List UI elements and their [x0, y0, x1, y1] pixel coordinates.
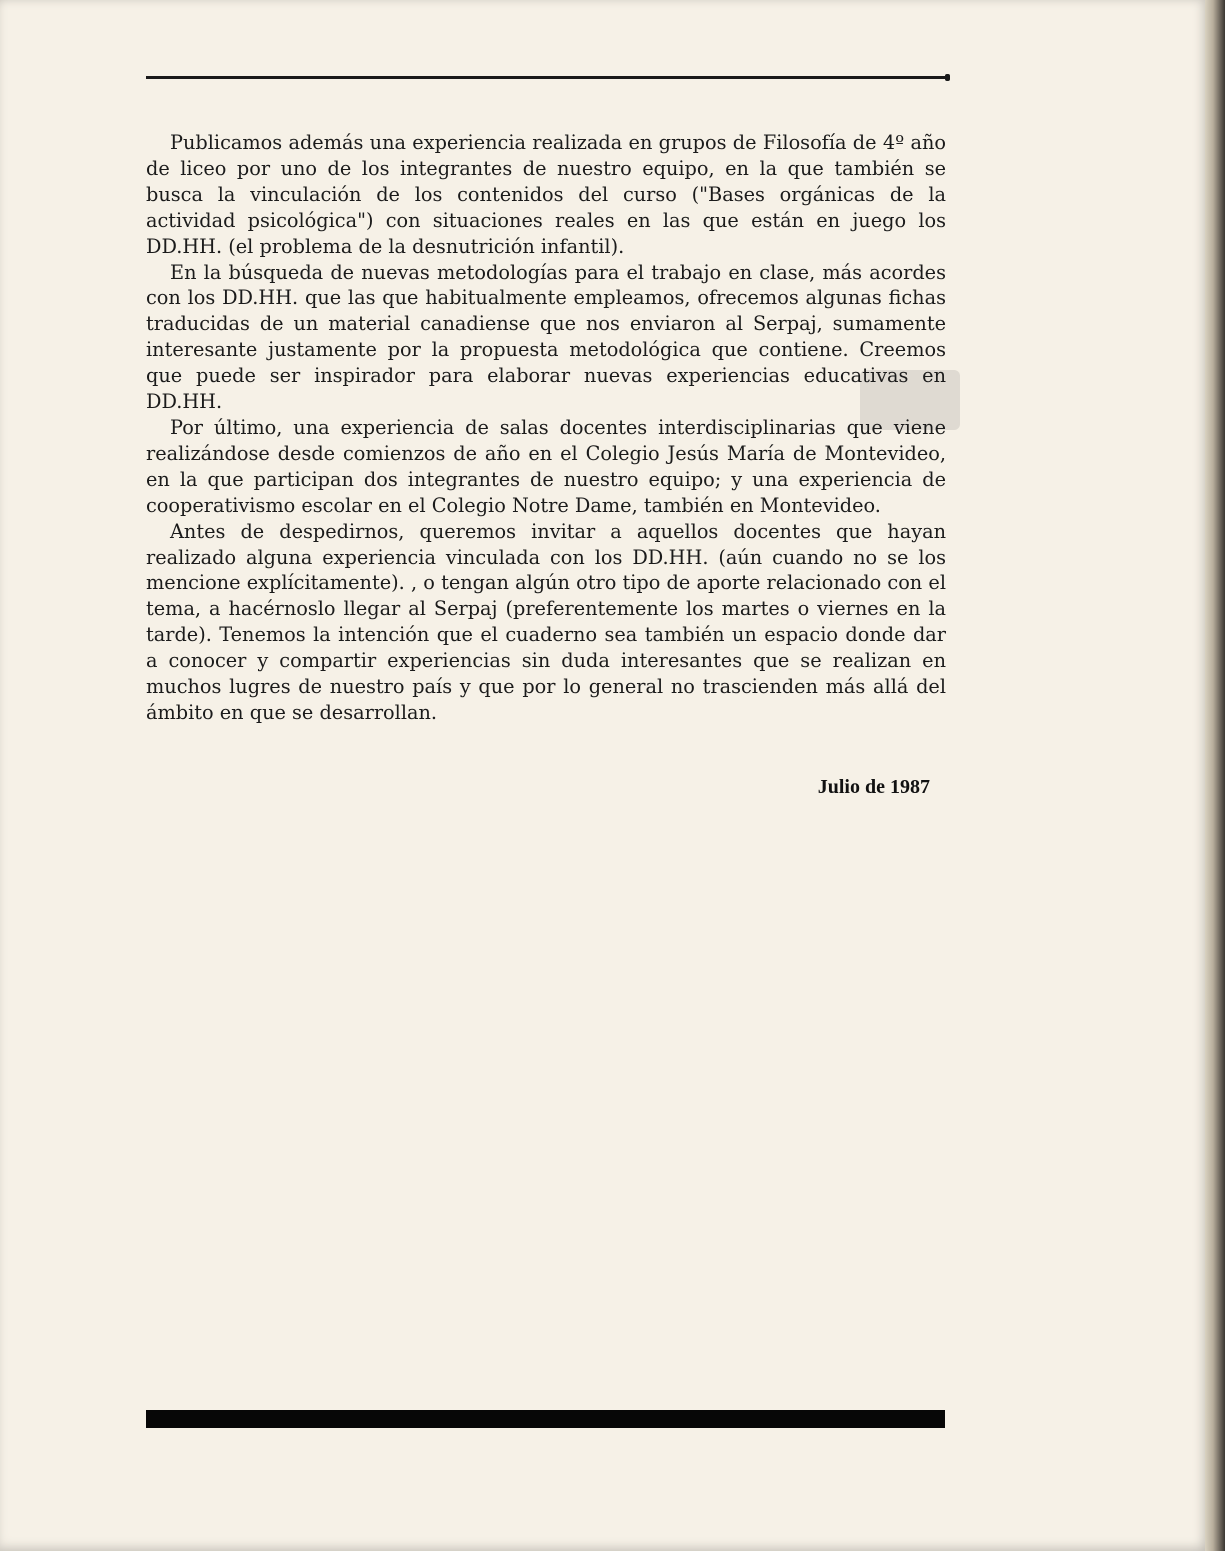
- page-edge-shadow: [1205, 0, 1225, 1551]
- date-signature: Julio de 1987: [817, 776, 930, 798]
- body-text: [146, 130, 946, 726]
- paragraph-3: Por último, una experiencia de salas docentes interdisciplinarias que viene realizándose desde comienzos de año en el Colegio Jesús María de Montevideo, en la que participan dos integrantes de nuestro equipo; y una experiencia de cooperativismo escolar en el Colegio Notre Dame, también en Montevideo.: [146, 415, 946, 517]
- bottom-bar: [146, 1410, 945, 1428]
- top-rule: [146, 76, 946, 79]
- paragraph-1: Publicamos además una experiencia realizada en grupos de Filosofía de 4º año de liceo por uno de los integrantes de nuestro equipo, en la que también se busca la vinculación de los contenidos del curso ("Bases orgánicas de la actividad psicológica") con situaciones reales en las que están en juego los DD.HH. (el problema de la desnutrición infantil).: [146, 131, 946, 258]
- paragraph-4: Antes de despedirnos, queremos invitar a aquellos docentes que hayan realizado alguna experiencia vinculada con los DD.HH. (aún cuando no se los mencione explícitamente). , o tengan algún otro tipo de aporte relacionado con el tema, a hacérnoslo llegar al Serpaj (preferentemente los martes o viernes en la tarde). Tenemos la intención que el cuaderno sea también un espacio donde dar a conocer y compartir experiencias sin duda interesantes que se realizan en muchos lugres de nuestro país y que por lo general no trascienden más allá del ámbito en que se desarrollan.: [146, 519, 946, 724]
- paragraph-2: En la búsqueda de nuevas metodologías para el trabajo en clase, más acordes con los DD.HH. que las que habitualmente empleamos, ofrecemos algunas fichas traducidas de un material canadiense que nos enviaron al Serpaj, sumamente interesante justamente por la propuesta metodológica que contiene. Creemos que puede ser inspirador para elaborar nuevas experiencias educativas en DD.HH.: [146, 260, 946, 414]
